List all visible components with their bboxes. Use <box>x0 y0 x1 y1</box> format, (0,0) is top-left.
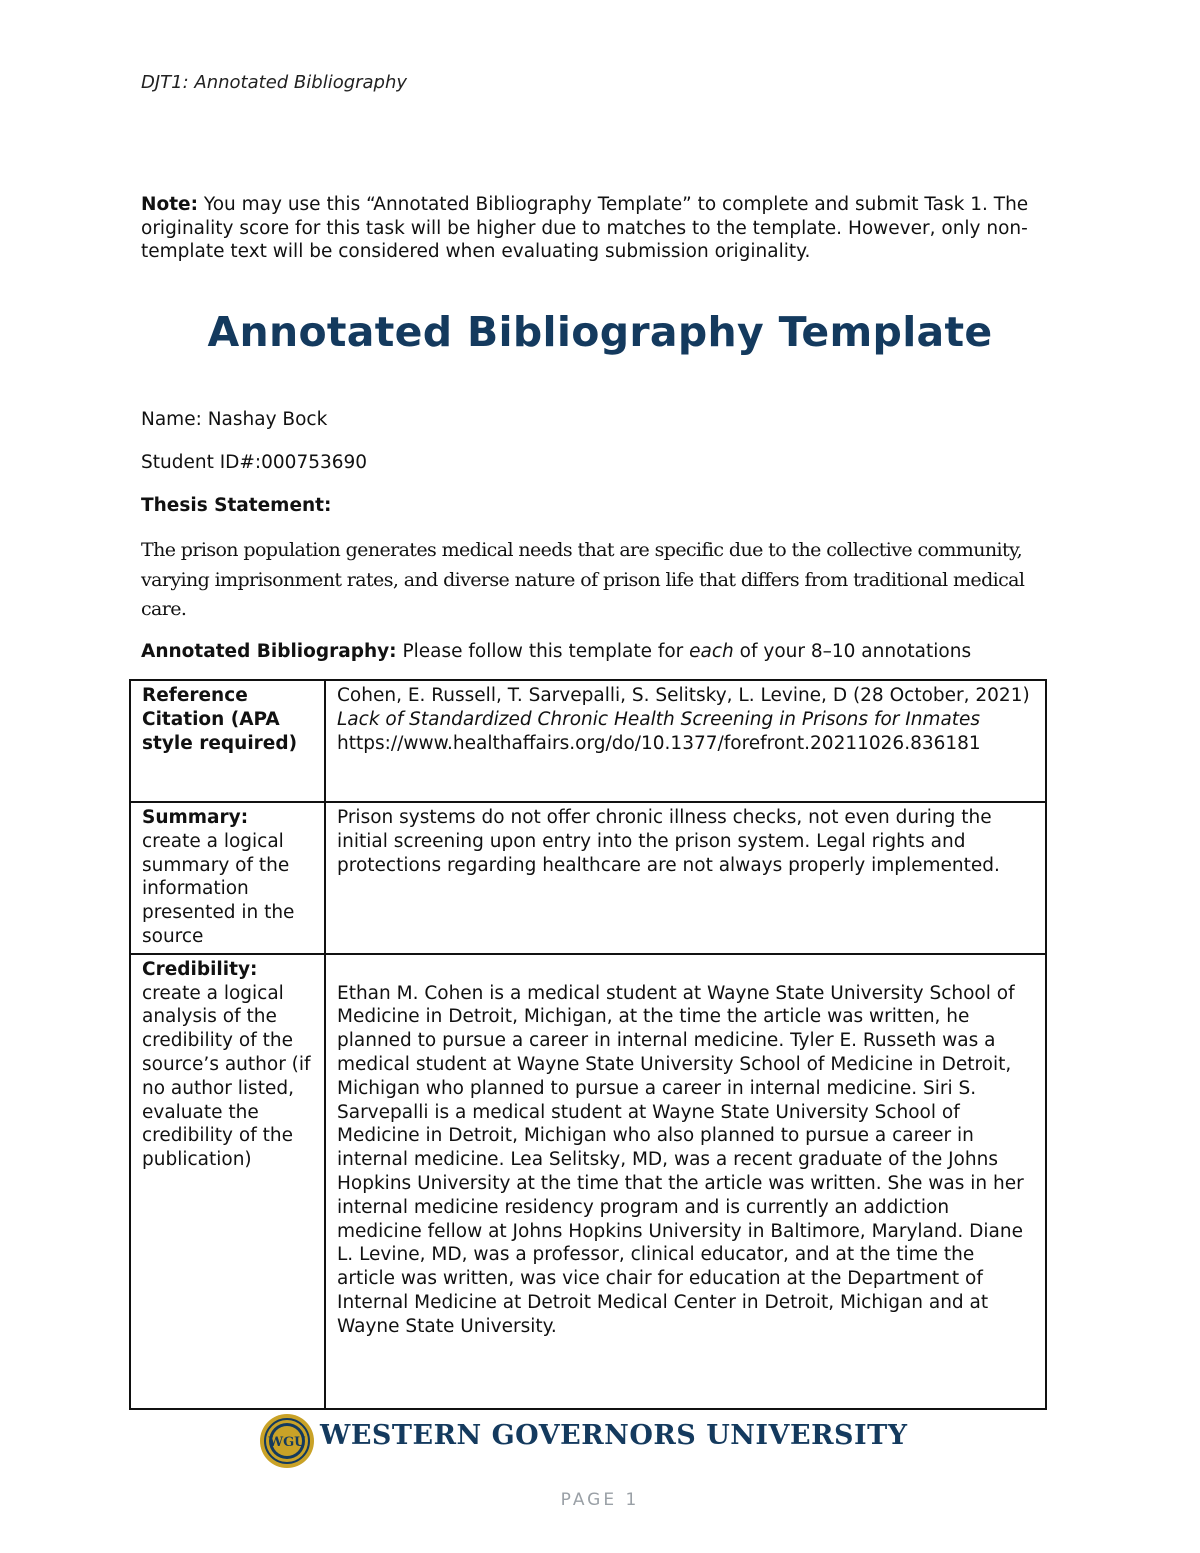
summary-label: Summary: <box>142 807 249 828</box>
summary-content-cell <box>325 802 1046 954</box>
reference-label: Reference Citation (APA style required) <box>142 685 298 754</box>
student-id: Student ID#:000753690 <box>141 452 368 473</box>
thesis-statement: The prison population generates medical needs that are specific due to the collective community, varying imprisonment rates, and diverse nature of prison life that differs from traditional medical care. <box>141 539 1025 620</box>
credibility-text: Ethan M. Cohen is a medical student at Wayne State University School of Medicine in Detroit, Michigan, at the time the article was written, he planned to pursue a career in internal medicine. Tyler E. Russeth was a medical student at Wayne State University School of Medicine in Detroit, Michigan who planned to pursue a career in internal medicine. Siri S. Sarvepalli is a medical student at Wayne State University School of Medicine in Detroit, Michigan who also planned to pursue a career in internal medicine. Lea Selitsky, MD, was a recent graduate of the Johns Hopkins University at the time that the article was written. She was in her internal medicine residency program and is currently an addiction medicine fellow at Johns Hopkins University in Baltimore, Maryland. Diane L. Levine, MD, was a professor, clinical educator, and at the time the article was written, was vice chair for education at the Department of Internal Medicine at Detroit Medical Center in Detroit, Michigan and at Wayne State University. <box>337 982 1024 1337</box>
credibility-label-cell <box>130 954 325 1409</box>
page-number: PAGE 1 <box>560 1490 640 1510</box>
template-note <box>141 193 1071 264</box>
citation-article-title: Lack of Standardized Chronic Health Screening in Prisons for Inmates <box>337 708 981 730</box>
seal-lettering: WGU <box>268 1435 306 1450</box>
credibility-label: Credibility: <box>142 958 258 980</box>
document-title: Annotated Bibliography Template <box>207 308 993 356</box>
student-name: Name: Nashay Bock <box>141 409 328 430</box>
reference-label-cell <box>130 680 325 802</box>
summary-instruction: create a logical summary of the information presented in the source <box>142 830 295 947</box>
annotated-intro-label: Annotated Bibliography: <box>141 641 397 662</box>
credibility-content-cell <box>325 954 1046 1409</box>
annotated-bibliography-intro <box>141 641 971 662</box>
wgu-wordmark: WESTERN GOVERNORS UNIVERSITY <box>320 1420 908 1451</box>
annotated-intro-emphasis: each <box>689 641 734 662</box>
annotated-intro-text-after: of your 8–10 annotations <box>733 641 972 662</box>
annotation-table <box>129 679 1047 1410</box>
note-label: Note: <box>141 194 198 215</box>
table-row-credibility <box>130 954 1046 1409</box>
wgu-logo <box>258 1412 908 1470</box>
citation-url: https://www.healthaffairs.org/do/10.1377/forefront.20211026.836181 <box>337 732 981 754</box>
citation-authors: Cohen, E. Russell, T. Sarvepalli, S. Selitsky, L. Levine, D (28 October, 2021) <box>337 685 1030 706</box>
wgu-seal-icon <box>258 1412 316 1470</box>
credibility-instruction: create a logical analysis of the credibility of the source’s author (if no author listed, evaluate the credibility of the publication) <box>142 982 311 1171</box>
summary-text: Prison systems do not offer chronic illness checks, not even during the initial screening upon entry into the prison system. Legal rights and protections regarding healthcare are not always properly implemented. <box>337 807 1000 876</box>
page-header: DJT1: Annotated Bibliography <box>141 72 408 93</box>
reference-content-cell <box>325 680 1046 802</box>
table-row-reference <box>130 680 1046 802</box>
summary-label-cell <box>130 802 325 954</box>
annotated-intro-text-before: Please follow this template for <box>396 641 690 662</box>
table-row-summary <box>130 802 1046 954</box>
note-text: You may use this “Annotated Bibliography Template” to complete and submit Task 1. The originality score for this task will be higher due to matches to the template. However, only non-template text will be considered when evaluating submission originality. <box>141 194 1029 262</box>
thesis-label: Thesis Statement: <box>141 495 332 516</box>
